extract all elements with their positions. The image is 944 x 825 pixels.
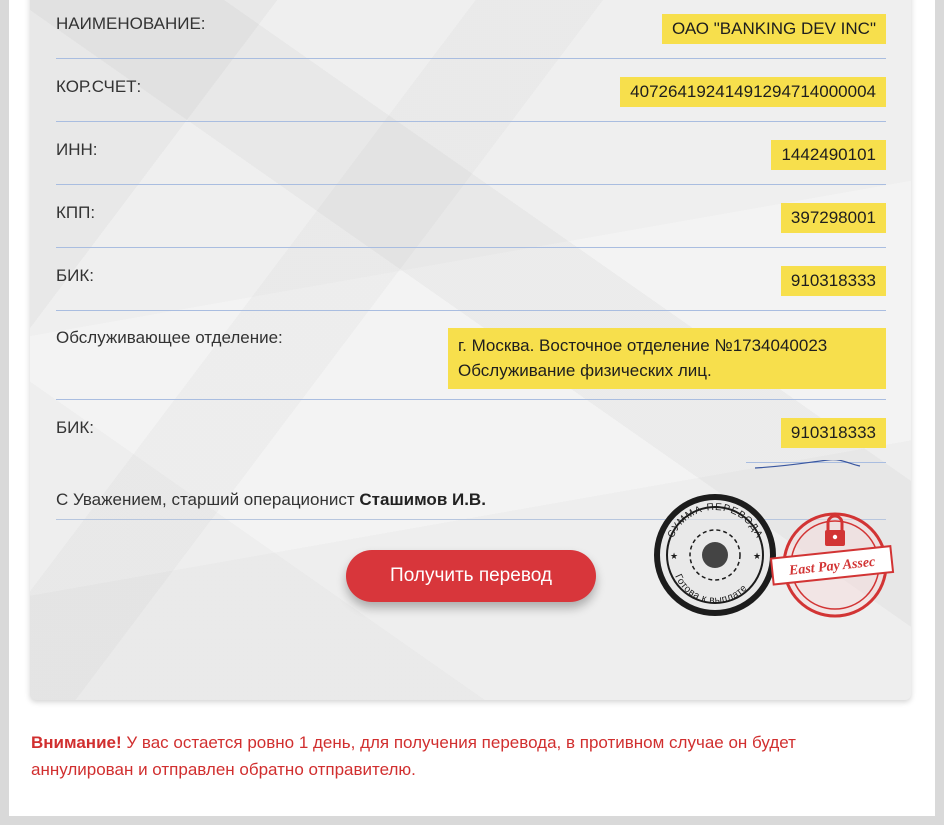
divider [56,121,886,122]
field-value-kpp: 397298001 [781,203,886,233]
field-label: КОР.СЧЕТ: [56,77,142,96]
divider [56,58,886,59]
signature-scribble [755,460,860,468]
divider [56,399,886,400]
stamps-group [650,460,900,640]
signature-name: Сташимов И.В. [359,490,486,509]
field-label: НАИМЕНОВАНИЕ: [56,14,206,33]
divider [56,310,886,311]
field-label: КПП: [56,203,96,222]
stamps-svg [650,460,900,640]
divider [56,247,886,248]
field-value-branch [448,328,886,389]
warning-bold: Внимание! [31,733,122,752]
divider [56,184,886,185]
red-badge-stamp [771,513,893,617]
warning-message [31,729,901,783]
field-value-inn: 1442490101 [771,140,886,170]
field-value-bik: 910318333 [781,266,886,296]
field-value-name: ОАО "BANKING DEV INC" [662,14,886,44]
field-label: БИК: [56,418,95,437]
frame-bottom-border [0,816,944,825]
badge-text: East Pay Assec [788,554,877,579]
field-value-bik-2: 910318333 [781,418,886,448]
branch-line: г. Москва. Восточное отделение №1734040023 [458,336,828,355]
field-label: БИК: [56,266,95,285]
round-stamp [655,495,775,615]
stamp-top-text: СУММА ПЕРЕВОДА [665,501,765,541]
frame-left-border [0,0,9,825]
branch-line: Обслуживание физических лиц. [458,361,712,380]
stamp-bottom-text: Готова к выплате [672,572,750,607]
signature-prefix: С Уважением, старший операционист [56,490,360,509]
field-label: ИНН: [56,140,98,159]
svg-text:★: ★ [753,551,762,561]
frame-right-border [935,0,944,825]
field-label: Обслуживающее отделение: [56,328,283,347]
svg-text:★: ★ [670,551,679,561]
get-transfer-button[interactable]: Получить перевод [346,550,596,602]
field-value-corr-account: 40726419241491294714000004 [620,77,886,107]
warning-text: У вас остается ровно 1 день, для получения перевода, в противном случае он будет аннулирован и отправлен обратно отправителю. [31,733,796,779]
signature-line [56,490,486,510]
